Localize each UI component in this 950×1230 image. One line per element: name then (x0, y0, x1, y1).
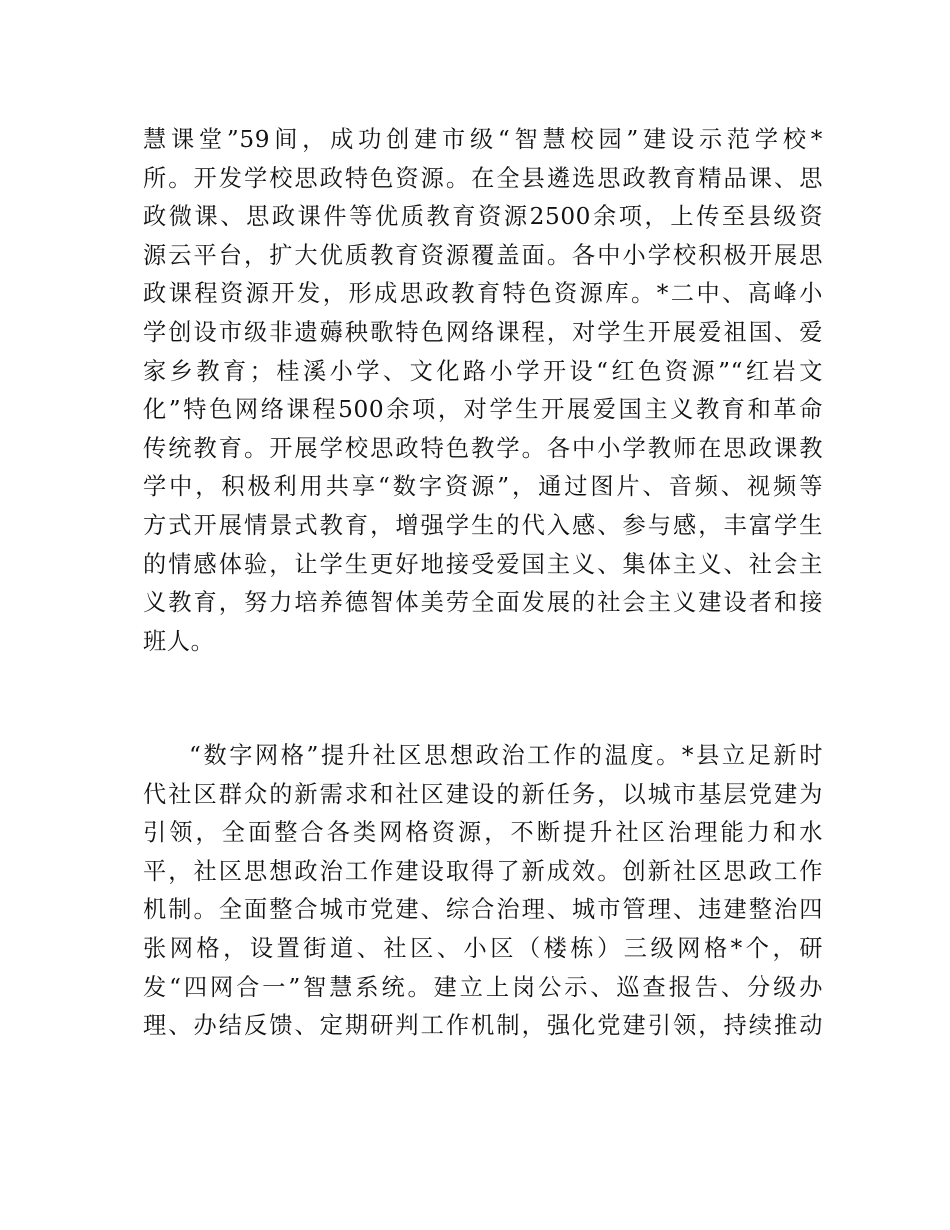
body-paragraph (143, 737, 823, 1046)
text-line: 学中，积极利用共享“数字资源”，通过图片、音频、视频等 (143, 473, 823, 501)
text-line: “数字网格”提升社区思想政治工作的温度。*县立足新时 (189, 742, 823, 769)
text-line: 发“四网合一”智慧系统。建立上岗公示、巡查报告、分级办 (143, 973, 823, 1001)
text-line: 政微课、思政课件等优质教育资源2500余项，上传至县级资 (143, 203, 823, 231)
text-line: 传统教育。开展学校思政特色教学。各中小学教师在思政课教 (143, 434, 823, 462)
text-line: 机制。全面整合城市党建、综合治理、城市管理、违建整治四 (143, 896, 823, 924)
text-line: 所。开发学校思政特色资源。在全县遴选思政教育精品课、思 (143, 164, 823, 192)
text-line: 慧课堂”59间，成功创建市级“智慧校园”建设示范学校* (143, 126, 823, 153)
body-paragraph (143, 121, 823, 661)
text-line: 的情感体验，让学生更好地接受爱国主义、集体主义、社会主 (143, 550, 823, 578)
text-line: 化”特色网络课程500余项，对学生开展爱国主义教育和革命 (143, 396, 823, 424)
text-line: 张网格，设置街道、社区、小区（楼栋）三级网格*个，研 (143, 934, 823, 962)
text-line: 政课程资源开发，形成思政教育特色资源库。*二中、高峰小 (143, 280, 823, 308)
text-line: 学创设市级非遗薅秧歌特色网络课程，对学生开展爱祖国、爱 (143, 318, 823, 346)
text-line: 班人。 (143, 627, 215, 655)
text-line: 家乡教育；桂溪小学、文化路小学开设“红色资源”“红岩文 (143, 357, 823, 385)
text-line: 义教育，努力培养德智体美劳全面发展的社会主义建设者和接 (143, 589, 823, 617)
text-line: 引领，全面整合各类网格资源，不断提升社区治理能力和水 (143, 819, 823, 847)
text-line: 理、办结反馈、定期研判工作机制，强化党建引领，持续推动 (143, 1012, 823, 1040)
text-line: 源云平台，扩大优质教育资源覆盖面。各中小学校积极开展思 (143, 241, 823, 269)
text-line: 代社区群众的新需求和社区建设的新任务，以城市基层党建为 (143, 780, 823, 808)
text-line: 方式开展情景式教育，增强学生的代入感、参与感，丰富学生 (143, 511, 823, 539)
text-line: 平，社区思想政治工作建设取得了新成效。创新社区思政工作 (143, 857, 823, 885)
